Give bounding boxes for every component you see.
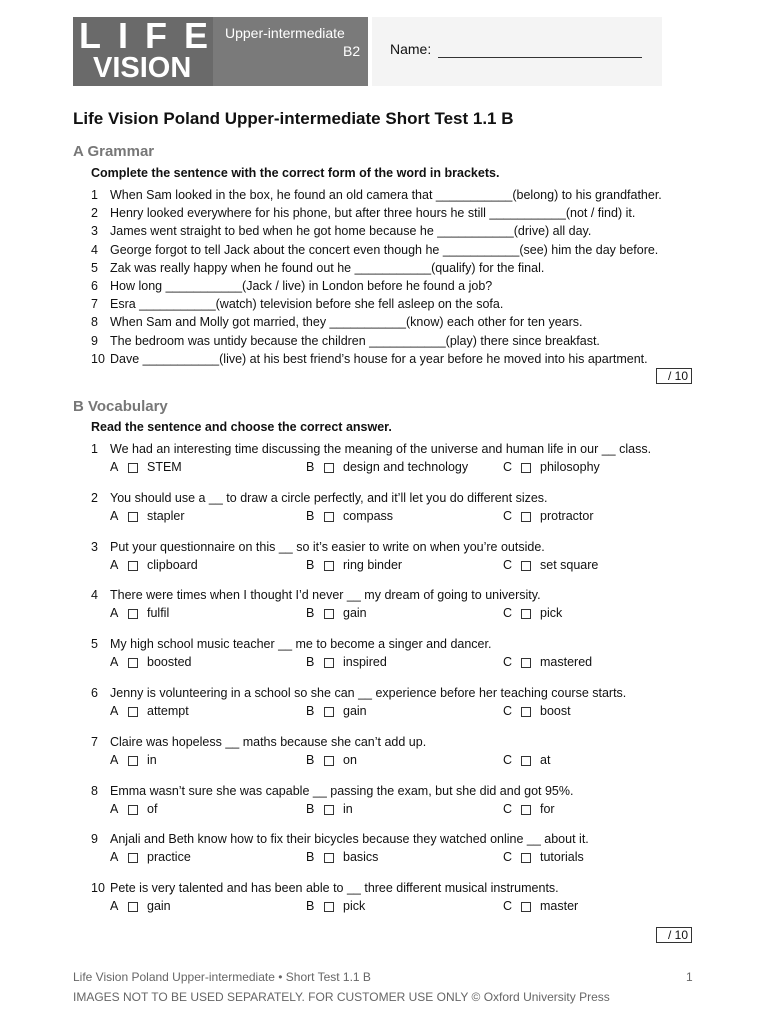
answer-option-b[interactable]	[306, 704, 367, 718]
checkbox[interactable]	[521, 658, 531, 668]
grammar-item-text[interactable]: The bedroom was untidy because the children ___________(play) there since breakfast.	[110, 333, 600, 348]
checkbox[interactable]	[128, 902, 138, 912]
name-field[interactable]	[438, 57, 642, 58]
grammar-item-text[interactable]: George forgot to tell Jack about the concert even though he ___________(see) him the day before.	[110, 242, 659, 257]
option-label: tutorials	[540, 850, 584, 865]
checkbox[interactable]	[521, 805, 531, 815]
checkbox[interactable]	[521, 902, 531, 912]
option-label: mastered	[540, 655, 593, 670]
vocabulary-item-text: Claire was hopeless __ maths because she can’t add up.	[110, 734, 427, 749]
option-label: STEM	[147, 460, 182, 474]
answer-option-a[interactable]	[110, 850, 191, 864]
option-letter: A	[110, 557, 119, 572]
grammar-item-text[interactable]: When Sam and Molly got married, they ___________(know) each other for ten years.	[110, 315, 583, 330]
option-label: master	[540, 899, 579, 914]
checkbox[interactable]	[324, 512, 334, 522]
page-number: 1	[686, 970, 693, 984]
answer-option-b[interactable]	[306, 558, 402, 572]
checkbox[interactable]	[521, 609, 531, 619]
option-label: philosophy	[540, 460, 600, 474]
checkbox[interactable]	[324, 609, 334, 619]
vocabulary-item-number: 3	[91, 539, 98, 554]
answer-option-b[interactable]	[306, 899, 365, 913]
option-label: stapler	[147, 508, 185, 523]
option-letter: B	[306, 508, 315, 523]
option-letter: C	[503, 606, 513, 621]
grammar-item-text[interactable]: When Sam looked in the box, he found an old camera that ___________(belong) to his grandfather.	[110, 188, 662, 202]
option-letter: B	[306, 752, 315, 767]
answer-option-b[interactable]	[306, 655, 387, 669]
option-letter: C	[503, 557, 513, 572]
option-letter: B	[306, 557, 315, 572]
option-letter: A	[110, 704, 119, 718]
option-label: inspired	[343, 655, 387, 670]
grammar-score-box[interactable]: / 10	[656, 368, 692, 384]
checkbox[interactable]	[324, 658, 334, 668]
vocabulary-item-text: Anjali and Beth know how to fix their bicycles because they watched online __ about it.	[110, 832, 589, 847]
option-letter: C	[503, 899, 513, 914]
vocabulary-item-number: 4	[91, 588, 98, 603]
answer-option-c[interactable]	[503, 558, 598, 572]
vocabulary-item-text: Put your questionnaire on this __ so it’s easier to write on when you’re outside.	[110, 539, 545, 554]
grammar-item-number: 8	[91, 315, 98, 330]
grammar-item-number: 1	[91, 188, 98, 202]
answer-option-a[interactable]	[110, 899, 171, 913]
answer-option-c[interactable]	[503, 606, 562, 620]
footer-title: Life Vision Poland Upper-intermediate • Short Test 1.1 B	[73, 970, 371, 984]
grammar-instruction: Complete the sentence with the correct form of the word in brackets.	[91, 166, 500, 180]
vocabulary-item-text: Pete is very talented and has been able to __ three different musical instruments.	[110, 881, 559, 896]
answer-option-c[interactable]	[503, 802, 555, 816]
vocabulary-heading: B Vocabulary	[73, 398, 168, 415]
answer-option-a[interactable]	[110, 606, 169, 620]
checkbox[interactable]	[324, 561, 334, 571]
vocabulary-item-number: 6	[91, 686, 98, 700]
option-letter: C	[503, 752, 513, 767]
checkbox[interactable]	[521, 561, 531, 571]
option-letter: A	[110, 899, 119, 914]
vocabulary-item-number: 2	[91, 490, 98, 505]
grammar-item-text[interactable]: Esra ___________(watch) television before she fell asleep on the sofa.	[110, 297, 504, 312]
answer-option-a[interactable]	[110, 460, 182, 474]
checkbox[interactable]	[324, 707, 334, 717]
checkbox[interactable]	[128, 805, 138, 815]
option-label: attempt	[147, 704, 189, 718]
vocabulary-instruction: Read the sentence and choose the correct answer.	[91, 420, 392, 434]
answer-option-b[interactable]	[306, 753, 357, 767]
grammar-item-number: 9	[91, 333, 98, 348]
option-label: set square	[540, 557, 599, 572]
option-label: in	[147, 752, 157, 767]
answer-option-a[interactable]	[110, 655, 191, 669]
grammar-item-number: 3	[91, 224, 98, 239]
option-label: protractor	[540, 508, 594, 523]
grammar-item-text[interactable]: Dave ___________(live) at his best friend’s house for a year before he moved into his apartment.	[110, 351, 648, 366]
checkbox[interactable]	[128, 756, 138, 766]
option-label: in	[343, 801, 353, 816]
option-letter: A	[110, 655, 119, 670]
vocabulary-item-number: 1	[91, 442, 98, 456]
answer-option-b[interactable]	[306, 802, 353, 816]
option-label: compass	[343, 508, 394, 523]
option-letter: B	[306, 655, 315, 670]
option-label: ring binder	[343, 557, 403, 572]
grammar-item-text[interactable]: James went straight to bed when he got home because he ___________(drive) all day.	[110, 224, 592, 239]
grammar-item-number: 7	[91, 297, 98, 312]
answer-option-c[interactable]	[503, 850, 584, 864]
answer-option-a[interactable]	[110, 558, 198, 572]
checkbox[interactable]	[521, 512, 531, 522]
answer-option-a[interactable]	[110, 802, 157, 816]
option-letter: C	[503, 704, 513, 718]
answer-option-c[interactable]	[503, 899, 578, 913]
option-label: boosted	[147, 655, 192, 670]
option-letter: B	[306, 850, 315, 865]
option-label: of	[147, 801, 158, 816]
checkbox[interactable]	[128, 512, 138, 522]
option-label: for	[540, 801, 555, 816]
option-label: boost	[540, 704, 571, 718]
checkbox[interactable]	[324, 756, 334, 766]
vocabulary-item-number: 5	[91, 637, 98, 652]
vocabulary-item-number: 7	[91, 734, 98, 749]
checkbox[interactable]	[128, 463, 138, 473]
vocabulary-item-number: 8	[91, 783, 98, 798]
vocabulary-item-text: We had an interesting time discussing the meaning of the universe and human life in our __ class.	[110, 442, 652, 456]
option-letter: A	[110, 508, 119, 523]
checkbox[interactable]	[128, 609, 138, 619]
option-letter: A	[110, 850, 119, 865]
checkbox[interactable]	[521, 707, 531, 717]
option-label: practice	[147, 850, 191, 865]
option-letter: C	[503, 801, 513, 816]
name-box	[372, 17, 662, 86]
option-label: pick	[343, 899, 366, 914]
answer-option-c[interactable]	[503, 753, 550, 767]
page-title: Life Vision Poland Upper-intermediate Short Test 1.1 B	[73, 109, 514, 128]
answer-option-b[interactable]	[306, 606, 367, 620]
answer-option-b[interactable]	[306, 850, 378, 864]
answer-option-b[interactable]	[306, 509, 393, 523]
grammar-item-number: 4	[91, 242, 98, 257]
option-label: fulfil	[147, 606, 170, 621]
option-label: pick	[540, 606, 563, 621]
option-letter: C	[503, 460, 513, 474]
vocabulary-item-text: Jenny is volunteering in a school so she can __ experience before her teaching course starts.	[110, 686, 627, 700]
option-label: gain	[343, 704, 367, 718]
option-letter: C	[503, 655, 513, 670]
option-label: on	[343, 752, 357, 767]
vocabulary-item-number: 9	[91, 832, 98, 847]
option-letter: B	[306, 460, 315, 474]
checkbox[interactable]	[521, 853, 531, 863]
checkbox[interactable]	[128, 853, 138, 863]
grammar-item-number: 6	[91, 279, 98, 293]
answer-option-b[interactable]	[306, 460, 468, 474]
logo-life-text: LIFE	[79, 15, 225, 56]
vocabulary-item-text: Emma wasn’t sure she was capable __ passing the exam, but she did and got 95%.	[110, 783, 574, 798]
grammar-item-text[interactable]: Henry looked everywhere for his phone, but after three hours he still ___________(not / find) it.	[110, 206, 636, 221]
name-label: Name:	[390, 41, 432, 57]
option-letter: A	[110, 801, 119, 816]
answer-option-a[interactable]	[110, 704, 189, 718]
logo-vision-text: VISION	[93, 52, 192, 84]
checkbox[interactable]	[521, 463, 531, 473]
option-label: gain	[147, 899, 171, 914]
checkbox[interactable]	[128, 707, 138, 717]
checkbox[interactable]	[324, 805, 334, 815]
checkbox[interactable]	[324, 853, 334, 863]
answer-option-c[interactable]	[503, 655, 592, 669]
option-letter: A	[110, 752, 119, 767]
vocabulary-item-text: You should use a __ to draw a circle perfectly, and it’ll let you do different sizes.	[110, 490, 548, 505]
answer-option-c[interactable]	[503, 509, 594, 523]
option-letter: B	[306, 606, 315, 621]
grammar-heading: A Grammar	[73, 143, 155, 160]
answer-option-c[interactable]	[503, 460, 600, 474]
level-code: B2	[343, 43, 361, 59]
option-letter: C	[503, 508, 513, 523]
vocabulary-item-text: There were times when I thought I’d never __ my dream of going to university.	[110, 588, 541, 603]
checkbox[interactable]	[324, 463, 334, 473]
vocabulary-item-text: My high school music teacher __ me to become a singer and dancer.	[110, 637, 492, 652]
grammar-item-text[interactable]: How long ___________(Jack / live) in London before he found a job?	[110, 279, 493, 293]
option-label: design and technology	[343, 460, 469, 474]
checkbox[interactable]	[128, 561, 138, 571]
option-letter: A	[110, 606, 119, 621]
grammar-item-number: 2	[91, 206, 98, 221]
option-letter: B	[306, 704, 315, 718]
option-letter: B	[306, 899, 315, 914]
option-label: basics	[343, 850, 379, 865]
answer-option-c[interactable]	[503, 704, 571, 718]
checkbox[interactable]	[128, 658, 138, 668]
checkbox[interactable]	[324, 902, 334, 912]
grammar-item-number: 5	[91, 260, 98, 275]
answer-option-a[interactable]	[110, 753, 157, 767]
grammar-item-number: 10	[91, 351, 105, 366]
option-label: gain	[343, 606, 367, 621]
option-letter: A	[110, 460, 119, 474]
logo	[73, 17, 368, 86]
copyright-notice: IMAGES NOT TO BE USED SEPARATELY. FOR CUSTOMER USE ONLY © Oxford University Press	[73, 990, 610, 1004]
vocabulary-score-box[interactable]: / 10	[656, 927, 692, 943]
checkbox[interactable]	[521, 756, 531, 766]
grammar-item-text[interactable]: Zak was really happy when he found out he ___________(qualify) for the final.	[110, 260, 545, 275]
level-label: Upper-intermediate	[225, 25, 345, 41]
option-letter: C	[503, 850, 513, 865]
answer-option-a[interactable]	[110, 509, 185, 523]
option-label: at	[540, 752, 551, 767]
option-letter: B	[306, 801, 315, 816]
vocabulary-item-number: 10	[91, 881, 105, 896]
option-label: clipboard	[147, 557, 198, 572]
